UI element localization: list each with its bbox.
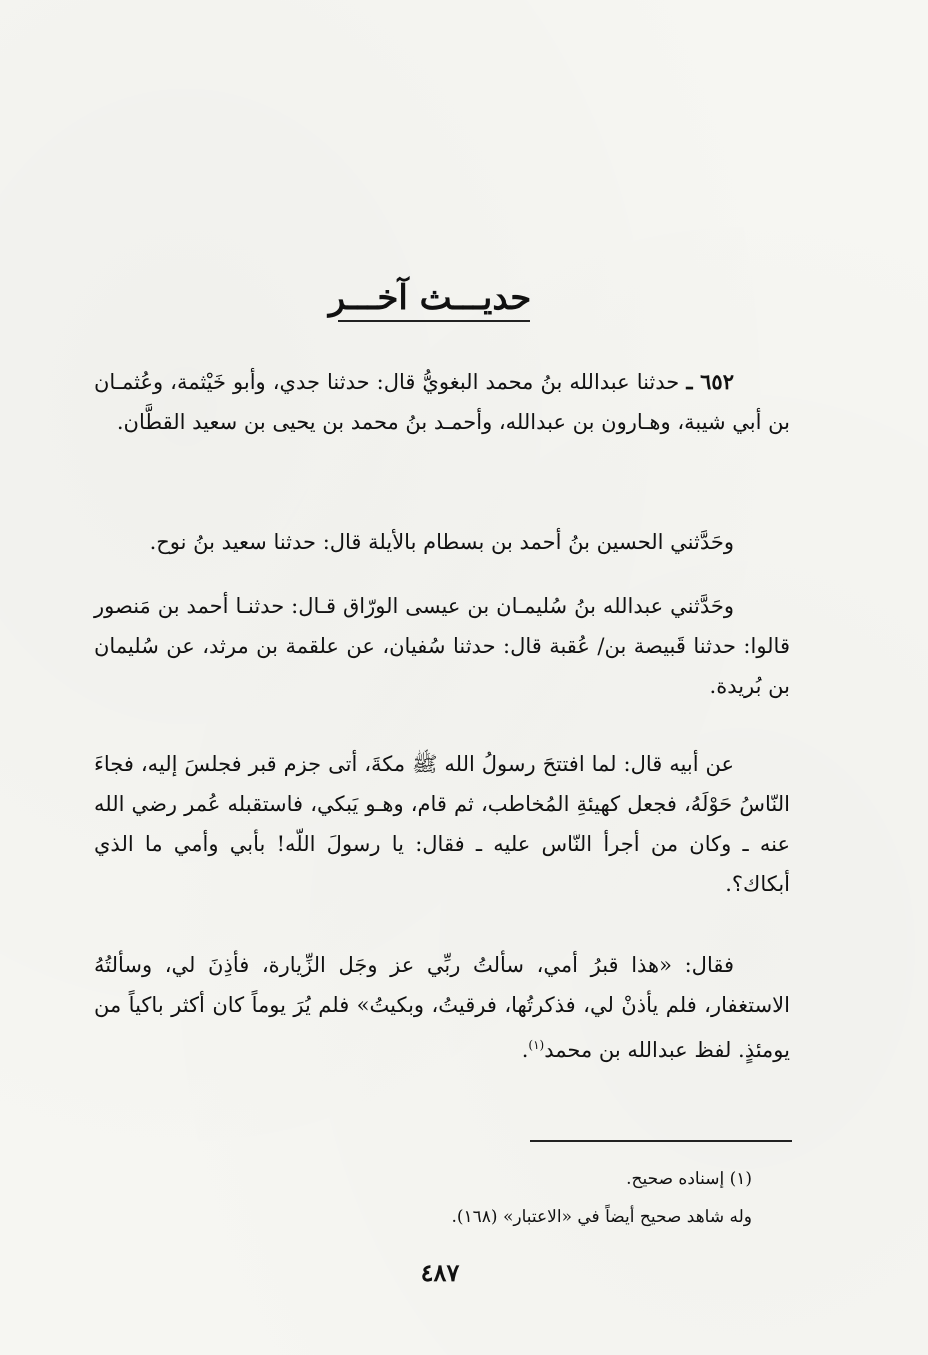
footnote-line: وله شاهد صحيح أيضاً في «الاعتبار» (١٦٨).: [451, 1207, 752, 1227]
paragraph-narration: [94, 744, 790, 904]
paragraph-body: فقال: «هذا قبرُ أمي، سألتُ ربِّي عز وجَل الزِّيارة، فأذِنَ لي، وسألتُهُ الاستغفار، فلم يأذنْ لي، فذكرتُها، فرقيتُ، وبكيتُ» فلم يُرَ يوماً كان أكثر باكياً من يومئذٍ. لفظ عبدالله بن محمد: [94, 953, 790, 1062]
paragraph-prophet-speech: [94, 945, 790, 1070]
section-title: حديـــث آخـــر: [328, 278, 532, 318]
paragraph-body: حدثنا عبدالله بنُ محمد البغويُّ قال: حدثنا جدي، وأبو خَيْثمة، وعُثمـان بن أبي شيبة، وهـارون بن عبدالله، وأحمـد بنُ محمد بن يحيى بن سعيد القطَّان.: [94, 370, 790, 434]
footnote-reference: (١): [528, 1038, 545, 1052]
title-underline: [338, 320, 530, 322]
paragraph-text: عن أبيه قال: لما افتتحَ رسولُ الله ﷺ مكةَ، أتى جزم قبر فجلسَ إليه، فجاءَ النّاسُ حَوْلَهُ، فجعل كهيئةِ المُخاطب، ثم قام، وهـو يَبكي، فاستقبله عُمر رضي الله عنه ـ وكان من أجرأ النّاس عليه ـ فقال: يا رسولَ اللّه! بأبي وأمي ما الذي أبكاك؟.: [94, 752, 790, 896]
footnote-separator: [530, 1140, 792, 1142]
footnotes: [340, 1160, 752, 1236]
paragraph-end: .: [521, 1038, 529, 1062]
paragraph-text: وحَدَّثني عبدالله بنُ سُليمـان بن عيسى الورّاق قـال: حدثنـا أحمد بن مَنصور قالوا: حدثنا قَبيصة بن/ عُقبة قال: حدثنا سُفيان، عن علقمة بن مرثد، عن سُليمان بن بُريدة.: [94, 594, 790, 698]
paragraph-hadith-652: [94, 362, 790, 442]
paragraph-text: [94, 945, 790, 1070]
paragraph-text: [94, 362, 790, 442]
paragraph-text: وحَدَّثني الحسين بنُ أحمد بن بسطام بالأيلة قال: حدثنا سعيد بنُ نوح.: [149, 530, 734, 554]
paragraph-third-chain: [94, 586, 790, 706]
hadith-number: ٦٥٢ ـ: [686, 369, 734, 394]
page-number: ٤٨٧: [420, 1258, 460, 1287]
footnote-line: (١) إسناده صحيح.: [626, 1169, 752, 1189]
paragraph-second-chain: [94, 522, 790, 562]
